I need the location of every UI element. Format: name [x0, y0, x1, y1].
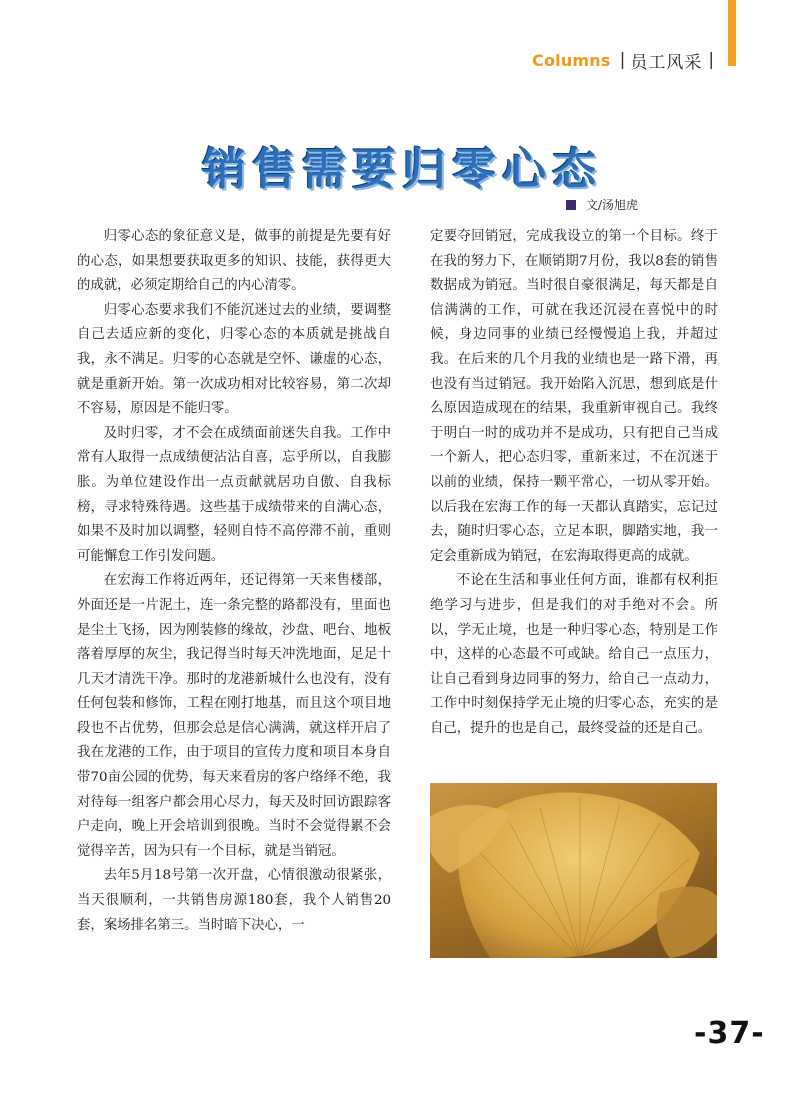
left-column — [77, 225, 391, 938]
page-number: -37- — [694, 1016, 765, 1051]
paragraph: 不论在生活和事业任何方面，谁都有权利拒绝学习与进步，但是我们的对手绝对不会。所以，学无止境，也是一种归零心态，特别是工作中，这样的心态最不可或缺。给自己一点压力，让自己看到身边同事的努力，给自己一点动力，工作中时刻保持学无止境的归零心态，充实的是自己，提升的也是自己，最终受益的还是自己。 — [430, 573, 718, 736]
columns-label: Columns — [532, 50, 611, 70]
paragraph: 及时归零，才不会在成绩面前迷失自我。工作中常有人取得一点成绩便沾沾自喜，忘乎所以，自我膨胀。为单位建设作出一点贡献就居功自傲、自我标榜，寻求特殊待遇。这些基于成绩带来的自满心态，如果不及时加以调整，轻则自恃不高停滞不前，重则可能懈怠工作引发问题。 — [77, 425, 391, 564]
ginkgo-leaf-image — [430, 783, 717, 958]
header-separator-end: | — [708, 50, 715, 70]
ginkgo-leaf-graphic — [430, 783, 717, 958]
author-name: 文/汤旭虎 — [586, 198, 639, 212]
paragraph: 在宏海工作将近两年，还记得第一天来售楼部，外面还是一片泥土，连一条完整的路都没有，里面也是尘土飞扬，因为刚装修的缘故，沙盘、吧台、地板落着厚厚的灰尘，我记得当时每天冲洗地面，足足十几天才清洗干净。那时的龙港新城什么也没有，没有任何包装和修饰，工程在刚打地基，而且这个项目地段也不占优势，但那会总是信心满满，就这样开启了我在龙港的工作，由于项目的宣传力度和项目本身自带70亩公园的优势，每天来看房的客户络绎不绝，我对待每一组客户都会用心尽力，每天及时回访跟踪客户走向，晚上开会培训到很晚。当时不会觉得累不会觉得辛苦，因为只有一个目标，就是当销冠。 — [77, 573, 391, 859]
paragraph: 去年5月18号第一次开盘，心情很激动很紧张，当天很顺利，一共销售房源180套，我个人销售20套，案场排名第三。当时暗下决心，一 — [77, 868, 391, 933]
paragraph: 定要夺回销冠，完成我设立的第一个目标。终于在我的努力下，在顺销期7月份，我以8套的销售数据成为销冠。当时很自豪很满足，每天都是自信满满的工作，可就在我还沉浸在喜悦中的时候，身边同事的业绩已经慢慢追上我，并超过我。在后来的几个月我的业绩也是一路下滑，再也没有当过销冠。我开始陷入沉思，想到底是什么原因造成现在的结果，我重新审视自己。我终于明白一时的成功并不是成功，只有把自己当成一个新人，把心态归零，重新来过，不在沉迷于以前的业绩，保持一颗平常心，一切从零开始。以后我在宏海工作的每一天都认真踏实，忘记过去，随时归零心态，立足本职，脚踏实地，我一定会重新成为销冠，在宏海取得更高的成就。 — [430, 229, 718, 564]
paragraph: 归零心态要求我们不能沉迷过去的业绩，要调整自己去适应新的变化，归零心态的本质就是挑战自我，永不满足。归零的心态就是空怀、谦虚的心态，就是重新开始。第一次成功相对比较容易，第二次却不容易，原因是不能归零。 — [77, 302, 391, 417]
section-title: 员工风采 — [630, 52, 703, 73]
right-column — [430, 225, 718, 741]
header-separator: | — [619, 50, 626, 70]
page-header — [532, 48, 714, 72]
author-marker-icon — [566, 200, 576, 210]
author-line — [566, 196, 638, 213]
orange-accent-bar — [728, 0, 736, 66]
paragraph: 归零心态的象征意义是，做事的前提是先要有好的心态，如果想要获取更多的知识、技能，获得更大的成就，必须定期给自己的内心清零。 — [77, 229, 391, 294]
article-title: 销售需要归零心态 — [202, 144, 602, 195]
